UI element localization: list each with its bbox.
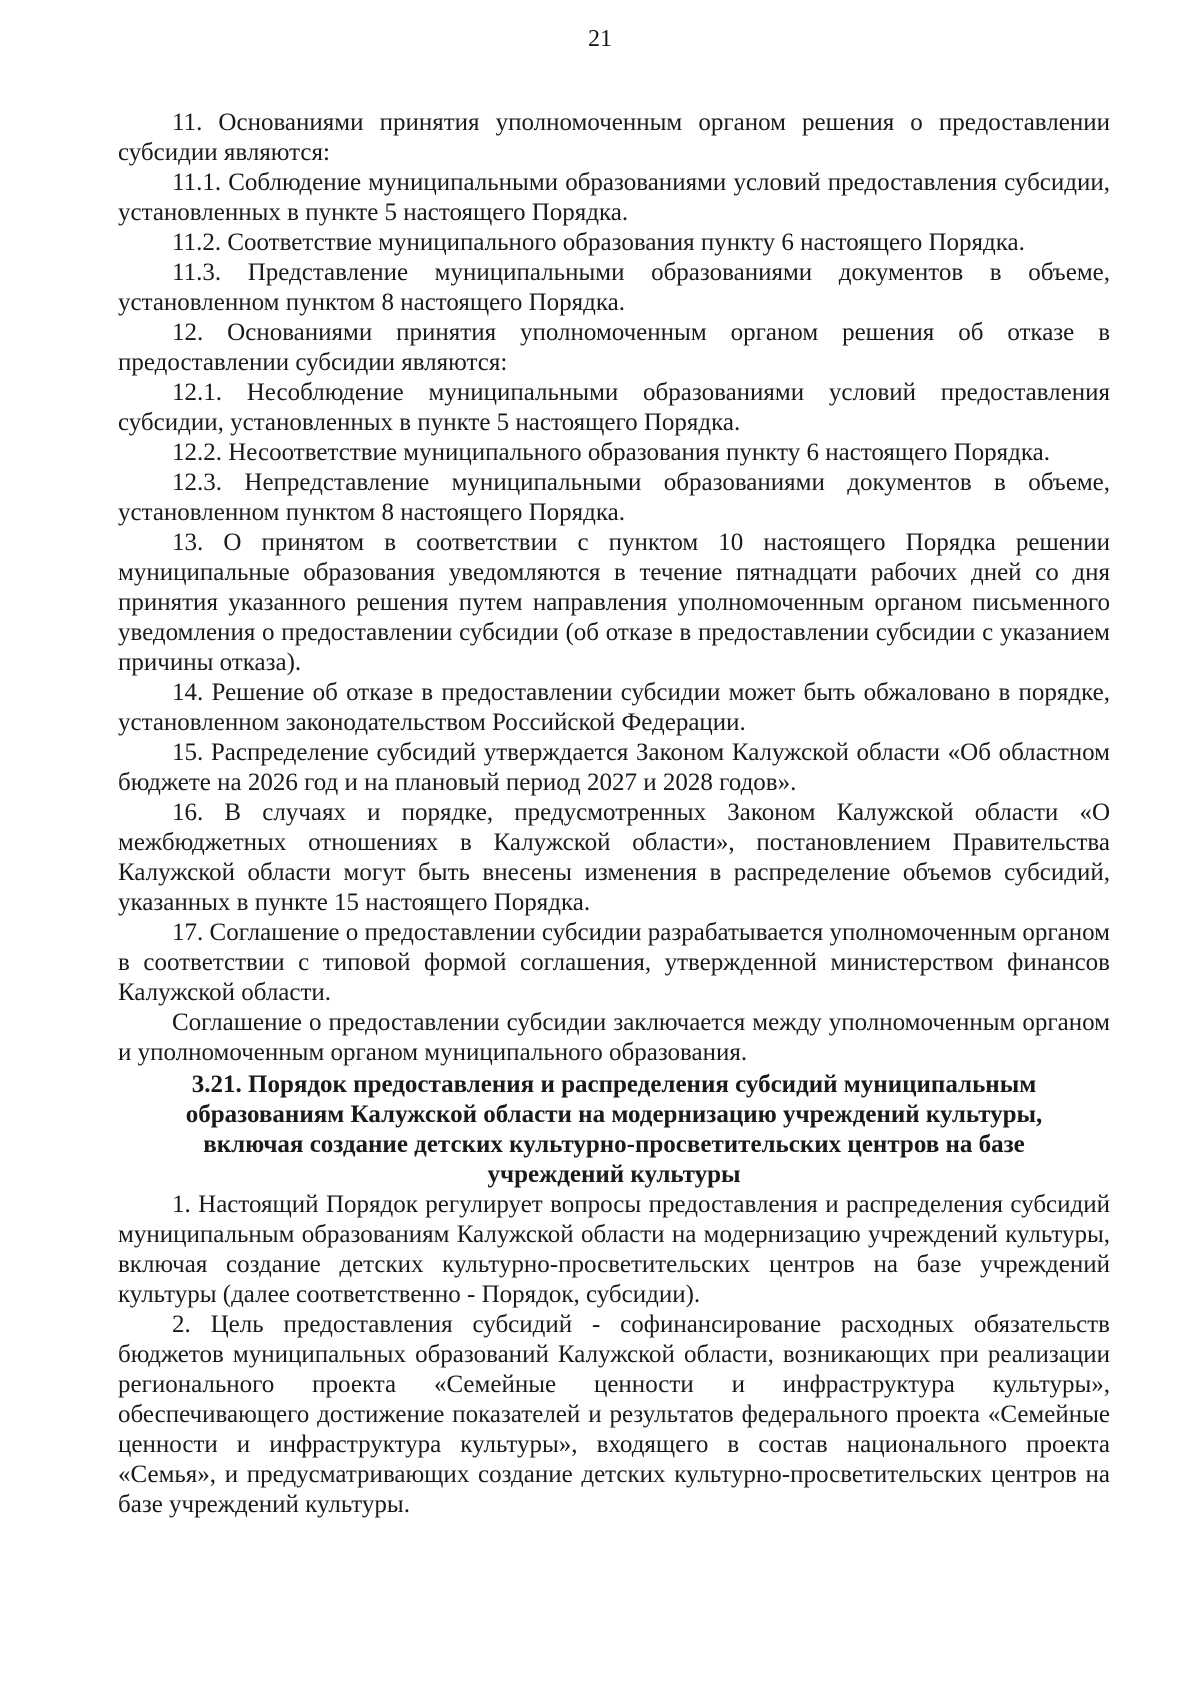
section-paragraph-1: 1. Настоящий Порядок регулирует вопросы предоставления и распределения субсидий муниципальным образованиям Калужской области на модернизацию учреждений культуры, включая создание детских культурно-просветительских центров на базе учреждений культуры (далее соответственно - Порядок, субсидии). (118, 1191, 1110, 1308)
document-body (118, 108, 1110, 1520)
paragraph-12-3: 12.3. Непредставление муниципальными образованиями документов в объеме, установленном пунктом 8 настоящего Порядка. (118, 469, 1110, 526)
paragraph-13: 13. О принятом в соответствии с пунктом 10 настоящего Порядка решении муниципальные образования уведомляются в течение пятнадцати рабочих дней со дня принятия указанного решения путем направления уполномоченным органом письменного уведомления о предоставлении субсидии (об отказе в предоставлении субсидии с указанием причины отказа). (118, 529, 1110, 676)
paragraph-11-1: 11.1. Соблюдение муниципальными образованиями условий предоставления субсидии, установленных в пункте 5 настоящего Порядка. (118, 169, 1110, 226)
paragraph-12: 12. Основаниями принятия уполномоченным органом решения об отказе в предоставлении субсидии являются: (118, 319, 1110, 376)
section-heading: 3.21. Порядок предоставления и распределения субсидий муниципальным образованиям Калужской области на модернизацию учреждений культуры, включая создание детских культурно-просветительских центров на базе учреждений культуры (185, 1071, 1043, 1188)
paragraph-14: 14. Решение об отказе в предоставлении субсидии может быть обжаловано в порядке, установленном законодательством Российской Федерации. (118, 679, 1110, 736)
paragraph-12-2: 12.2. Несоответствие муниципального образования пункту 6 настоящего Порядка. (172, 439, 1051, 466)
paragraph-12-1: 12.1. Несоблюдение муниципальными образованиями условий предоставления субсидии, установленных в пункте 5 настоящего Порядка. (118, 379, 1110, 436)
paragraph-17-agreement: Соглашение о предоставлении субсидии заключается между уполномоченным органом и уполномоченным органом муниципального образования. (118, 1009, 1110, 1066)
paragraph-17: 17. Соглашение о предоставлении субсидии разрабатывается уполномоченным органом в соответствии с типовой формой соглашения, утвержденной министерством финансов Калужской области. (118, 919, 1110, 1006)
section-paragraph-2: 2. Цель предоставления субсидий - софинансирование расходных обязательств бюджетов муниципальных образований Калужской области, возникающих при реализации регионального проекта «Семейные ценности и инфраструктура культуры», обеспечивающего достижение показателей и результатов федерального проекта «Семейные ценности и инфраструктура культуры», входящего в состав национального проекта «Семья», и предусматривающих создание детских культурно-просветительских центров на базе учреждений культуры. (118, 1311, 1110, 1518)
paragraph-11: 11. Основаниями принятия уполномоченным органом решения о предоставлении субсидии являются: (118, 109, 1110, 166)
paragraph-16: 16. В случаях и порядке, предусмотренных Законом Калужской области «О межбюджетных отношениях в Калужской области», постановлением Правительства Калужской области могут быть внесены изменения в распределение объемов субсидий, указанных в пункте 15 настоящего Порядка. (118, 799, 1110, 916)
paragraph-11-2: 11.2. Соответствие муниципального образования пункту 6 настоящего Порядка. (172, 229, 1025, 256)
paragraph-11-3: 11.3. Представление муниципальными образованиями документов в объеме, установленном пунктом 8 настоящего Порядка. (118, 259, 1110, 316)
page-number: 21 (588, 26, 612, 52)
paragraph-15: 15. Распределение субсидий утверждается Законом Калужской области «Об областном бюджете на 2026 год и на плановый период 2027 и 2028 годов». (118, 739, 1110, 796)
